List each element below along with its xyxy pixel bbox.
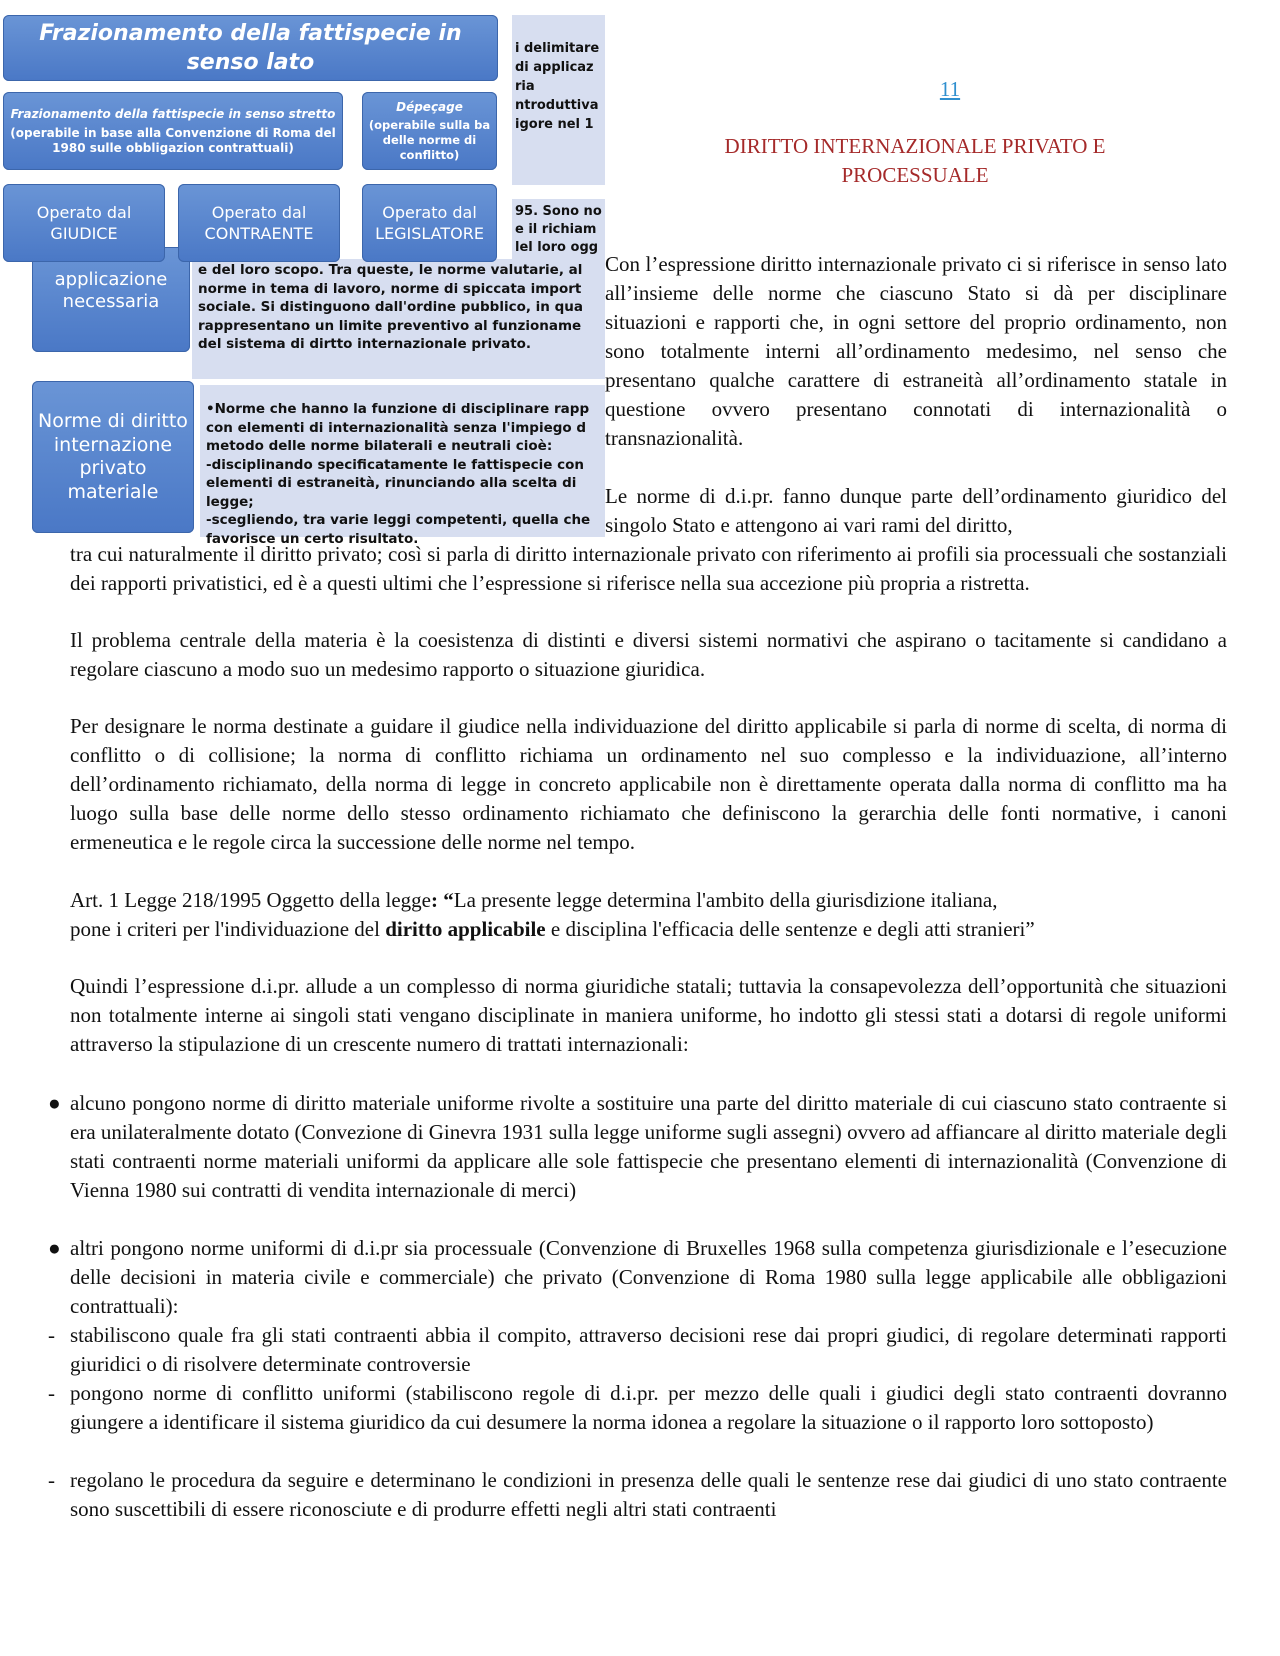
bullet-icon: ● xyxy=(48,1236,61,1260)
list-item xyxy=(48,1466,1227,1524)
pane-line: 95. Sono no xyxy=(515,204,602,219)
pane-line: -scegliendo, tra varie leggi competenti, quella che xyxy=(206,512,591,528)
list-item xyxy=(48,1379,1227,1437)
paragraph-norme-continued: tra cui naturalmente il diritto privato; così si parla di diritto internazionale privato con riferimento ai profili sia processuali che sostanziali dei rapporti privatistici, ed è a questi ultimi che l’espressione si riferisce nella sua accezione più propria a ristretta. xyxy=(70,542,1227,595)
pane-line: ntroduttiva xyxy=(515,98,599,113)
pane-line: legge; xyxy=(206,493,254,510)
pane-line: i delimitare xyxy=(515,41,600,56)
paragraph-norme-start: Le norme di d.i.pr. fanno dunque parte dell’ordinamento giuridico del singolo Stato e attengono ai vari rami del diritto, xyxy=(605,484,1227,537)
dash-icon: - xyxy=(48,1323,55,1347)
box-label: Operato dal GIUDICE xyxy=(36,203,132,243)
list-item xyxy=(48,1089,1227,1205)
diagram-pane-materiale-text xyxy=(200,385,605,547)
dash-icon: - xyxy=(48,1468,55,1492)
pane-line: igore nel 1 xyxy=(515,117,594,132)
list-item-text: stabiliscono quale fra gli stati contraenti abbia il compito, attraverso decisioni rese dai propri giudici, di regolare determinati rapporti giuridici o di risolvere determinate controversie xyxy=(70,1323,1227,1376)
pane-line: rappresentano un limite preventivo al funzioname xyxy=(198,317,582,334)
article-text-line2: pone i criteri per l'individuazione del xyxy=(70,917,386,941)
diagram-box-operato-contraente xyxy=(178,184,340,262)
article-colon: : “ xyxy=(431,888,454,912)
pane-line: di applicaz xyxy=(515,60,594,75)
box-label: Operato dal CONTRAENTE xyxy=(204,203,314,243)
pane-line: norme in tema di lavoro, norme di spiccata import xyxy=(198,280,582,297)
article-bold-term: diritto applicabile xyxy=(385,917,546,941)
paragraph-norme-scelta: Per designare le norma destinate a guidare il giudice nella individuazione del diritto applicabile si parla di norme di scelta, di norma di conflitto o di collisione; la norma di conflitto richiama un ordinamento nel suo complesso e la individuazione, all’interno dell’ordinamento richiamato, della norma di legge in concreto applicabile non è direttamente operata dalla norma di conflitto ma ha luogo sulla base delle norme dello stesso ordinamento richiamato che definiscono la gerarchia delle fonti normative, i canoni ermeneutica e le regole circa la successione delle norme nel tempo. xyxy=(70,714,1227,854)
list-item-text: alcuno pongono norme di diritto materiale uniforme rivolte a sostituire una parte del diritto materiale di cui ciascuno stato contraente si era unilateralmente dotato (Convezione di Ginevra 1931 sulla legge uniforme sugli assegni) ovvero ad affiancare al diritto materiale degli stati contraenti norme materiali uniformi da applicare alle sole fattispecie che presentano elementi di internazionalità (Convenzione di Vienna 1980 sui contratti di vendita internazionale di merci) xyxy=(70,1091,1227,1202)
pane-line: ria xyxy=(515,79,535,94)
box-title: Dépeçage xyxy=(396,99,463,114)
box-label: Norme di diritto internazione privato materiale xyxy=(38,410,188,503)
paragraph-intro: Con l’espressione diritto internazionale privato ci si riferisce in senso lato all’insieme delle norme che ciascuno Stato si dà per disciplinare situazioni e rapporti che, in ogni settore del proprio ordinamento, non sono totalmente interni all’ordinamento medesimo, nel senso che presentano qualche carattere di estraneità all’ordinamento statale in questione ovvero presentano connotati di internazionalità o transnazionalità. xyxy=(605,252,1227,450)
pane-line: •Norme che hanno la funzione di disciplinare rapp xyxy=(206,401,590,417)
box-title: Frazionamento della fattispecie in senso stretto xyxy=(10,106,336,121)
box-label: Operato dal LEGISLATORE xyxy=(375,203,484,243)
list-item-text: regolano le procedura da seguire e determinano le condizioni in presenza delle quali le sentenze rese dai giudici di uno stato contraente sono suscettibili di essere riconosciute e di produrre effetti negli altri stati contraenti xyxy=(70,1468,1227,1521)
box-label: Frazionamento della fattispecie in senso lato xyxy=(39,21,462,75)
pane-line: elementi di estraneità, rinunciando alla scelta di xyxy=(206,475,577,491)
pane-line: metodo delle norme bilaterali e neutrali cioè: xyxy=(206,438,553,454)
page-number-link[interactable]: 11 xyxy=(939,77,961,101)
pane-line: con elementi di internazionalità senza l'impiego d xyxy=(206,419,587,436)
diagram-box-operato-giudice xyxy=(3,184,165,262)
pane-line: sociale. Si distinguono dall'ordine pubblico, in qua xyxy=(198,299,584,315)
pane-line: -disciplinando specificatamente le fattispecie con xyxy=(206,456,584,473)
diagram-pane-right-top xyxy=(512,15,605,185)
diagram-box-operato-legislatore xyxy=(362,184,497,262)
article-reference: Art. 1 Legge 218/1995 Oggetto della legge xyxy=(70,888,431,912)
chapter-title: DIRITTO INTERNAZIONALE PRIVATO E PROCESSUALE xyxy=(724,134,1106,187)
diagram-box-applicazione xyxy=(32,247,190,352)
paragraph-quindi: Quindi l’espressione d.i.pr. allude a un complesso di norma giuridiche statali; tuttavia la consapevolezza dell’opportunità che situazioni non totalmente interne ai singoli stati vengano disciplinate in maniera uniforme, ho indotto gli stessi stati a dotarsi di regole uniformi attraverso la stipulazione di un crescente numero di trattati internazionali: xyxy=(70,974,1227,1056)
article-text-line1: La presente legge determina l'ambito della giurisdizione italiana, xyxy=(453,888,998,912)
box-subtitle: (operabile sulla ba delle norme di conflitto) xyxy=(368,117,491,162)
paragraph-problema: Il problema centrale della materia è la coesistenza di distinti e diversi sistemi normativi che aspirano o tacitamente si candidano a regolare ciascuno a modo suo un medesimo rapporto o situazione giuridica. xyxy=(70,628,1227,681)
pane-line: del sistema di dirtto internazionale privato. xyxy=(198,336,532,352)
diagram-pane-necessaria-text xyxy=(192,259,605,379)
list-item xyxy=(48,1321,1227,1379)
list-item-text: altri pongono norme uniformi di d.i.pr sia processuale (Convenzione di Bruxelles 1968 sulla competenza giurisdizionale e l’esecuzione delle decisioni in materia civile e commerciale) che privato (Convenzione di Roma 1980 sulla legge applicabile alle obbligazioni contrattuali): xyxy=(70,1236,1227,1318)
list-item xyxy=(48,1234,1227,1321)
diagram-box-depecage xyxy=(362,92,497,170)
box-subtitle: (operabile in base alla Convenzione di Roma del 1980 sulle obbligazion contrattuali) xyxy=(10,125,336,155)
diagram-image xyxy=(0,15,605,547)
article-quote xyxy=(70,886,1227,944)
pane-line: favorisce un certo risultato. xyxy=(206,530,419,547)
diagram-box-norme-materiale xyxy=(32,381,194,533)
dash-icon: - xyxy=(48,1381,55,1405)
box-label: applicazione necessaria xyxy=(54,269,168,312)
diagram-box-senso-lato xyxy=(3,15,498,81)
diagram-pane-right-mid xyxy=(512,199,605,267)
article-text-line2-end: e disciplina l'efficacia delle sentenze e degli atti stranieri” xyxy=(545,917,1035,941)
pane-line: e del loro scopo. Tra queste, le norme valutarie, al xyxy=(198,262,583,278)
pane-line: e il richiam xyxy=(515,222,597,237)
pane-line: lel loro ogg xyxy=(515,240,599,255)
bullet-icon: ● xyxy=(48,1091,61,1115)
list-item-text: pongono norme di conflitto uniformi (stabiliscono regole di d.i.pr. per mezzo delle quali i giudici degli stato contraenti dovranno giungere a identificare il sistema giuridico da cui desumere la norma idonea a regolare la situazione o il rapporto loro sottoposto) xyxy=(70,1381,1227,1434)
diagram-box-senso-stretto xyxy=(3,92,343,170)
